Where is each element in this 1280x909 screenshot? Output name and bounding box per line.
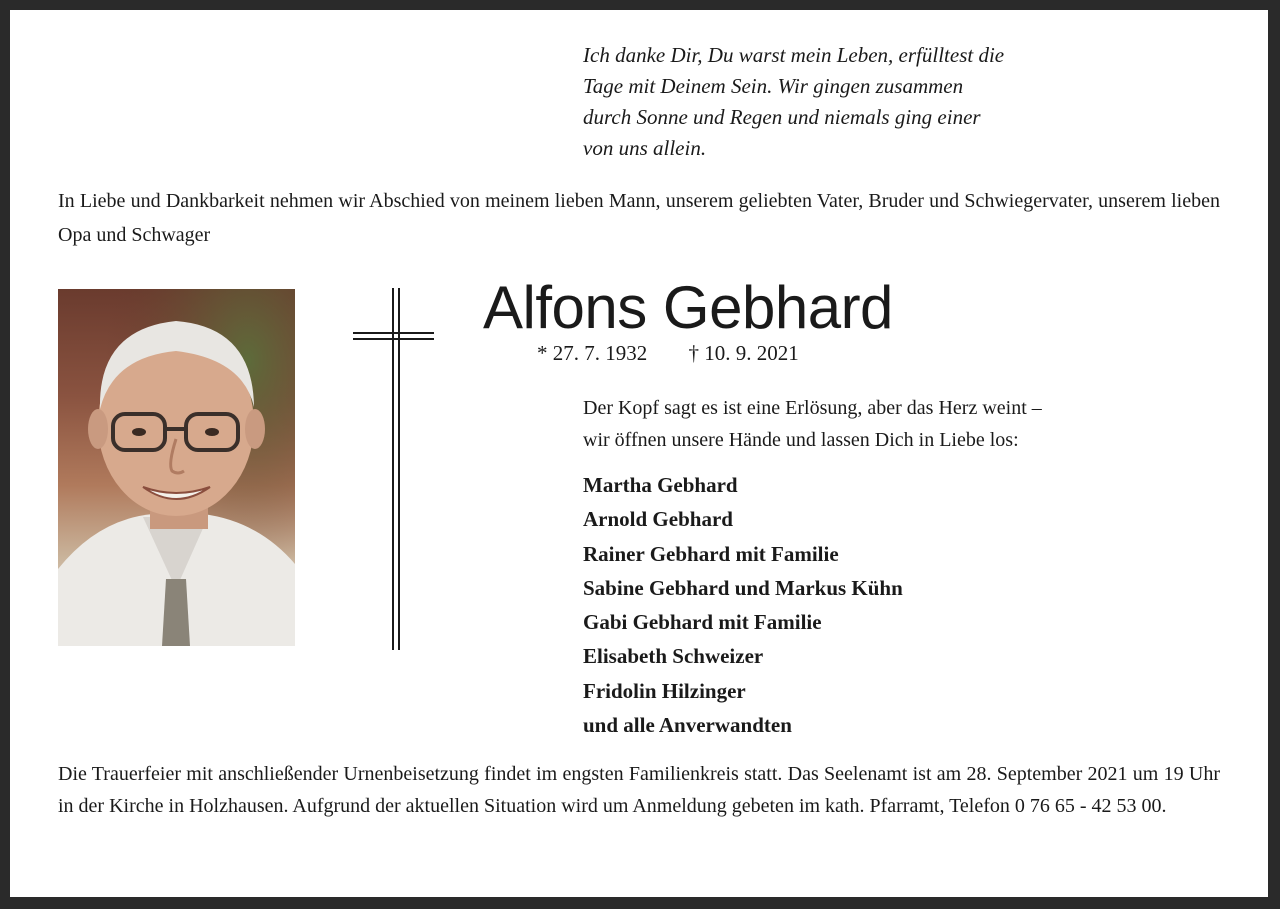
funeral-details: Die Trauerfeier mit anschließender Urnenbeisetzung findet im engsten Familienkreis statt. Das Seelenamt ist am 28. September 2021 um 19 Uhr in der Kirche in Holzhausen. Aufgrund der aktuellen Situation wird um Anmeldung gebeten im kath. Pfarramt, Telefon 0 76 65 - 42 53 00. bbox=[58, 763, 1220, 817]
cross-icon bbox=[350, 288, 440, 654]
farewell-verse bbox=[583, 392, 1233, 456]
poem-line: Tage mit Deinem Sein. Wir gingen zusammen bbox=[583, 74, 964, 98]
poem-line: von uns allein. bbox=[583, 136, 707, 160]
mourner-name: Fridolin Hilzinger bbox=[583, 678, 746, 703]
mourner-name: und alle Anverwandten bbox=[583, 713, 792, 738]
birth-date: * 27. 7. 1932 bbox=[537, 341, 648, 365]
obituary-notice bbox=[10, 10, 1268, 897]
death-date: † 10. 9. 2021 bbox=[688, 341, 799, 365]
mourners-list bbox=[583, 468, 903, 742]
intro-text: In Liebe und Dankbarkeit nehmen wir Abschied von meinem lieben Mann, unserem geliebten Vater, Bruder und Schwiegervater, unserem lieben Opa und Schwager bbox=[58, 190, 1220, 246]
mourner-name: Elisabeth Schweizer bbox=[583, 644, 764, 669]
mourner-name: Rainer Gebhard mit Familie bbox=[583, 541, 839, 566]
verse-line: Der Kopf sagt es ist eine Erlösung, aber das Herz weint – bbox=[583, 397, 1042, 419]
poem-quote bbox=[583, 40, 1183, 164]
verse-line: wir öffnen unsere Hände und lassen Dich in Liebe los: bbox=[583, 429, 1019, 451]
life-dates bbox=[537, 338, 835, 368]
poem-line: Ich danke Dir, Du warst mein Leben, erfülltest die bbox=[583, 43, 1005, 67]
poem-line: durch Sonne und Regen und niemals ging einer bbox=[583, 105, 981, 129]
mourner-name: Martha Gebhard bbox=[583, 473, 738, 497]
mourner-name: Sabine Gebhard und Markus Kühn bbox=[583, 575, 903, 600]
portrait-illustration bbox=[58, 289, 295, 646]
deceased-name: Alfons Gebhard bbox=[483, 274, 893, 341]
mourner-name: Arnold Gebhard bbox=[583, 507, 733, 532]
portrait-photo bbox=[58, 289, 295, 646]
mourner-name: Gabi Gebhard mit Familie bbox=[583, 610, 822, 635]
